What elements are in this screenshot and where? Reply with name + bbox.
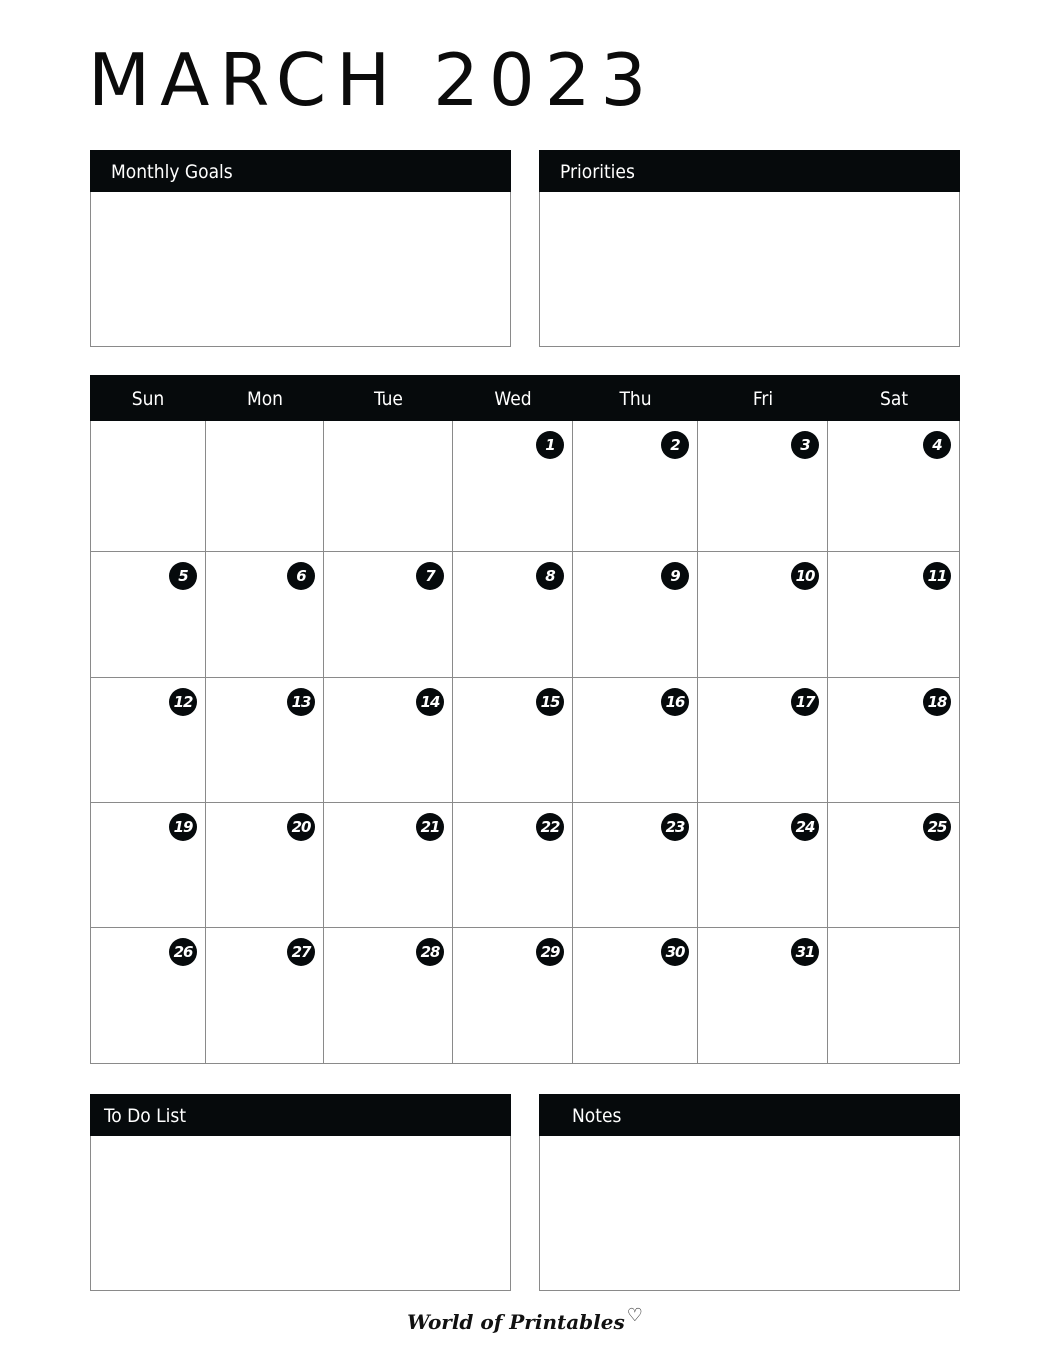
day-cell[interactable] xyxy=(828,421,960,552)
day-cell[interactable] xyxy=(573,421,698,552)
day-cell[interactable] xyxy=(90,803,206,928)
day-number-badge: 13 xyxy=(287,688,315,716)
day-number-badge: 12 xyxy=(169,688,197,716)
day-number-badge: 10 xyxy=(791,562,819,590)
day-number-badge: 25 xyxy=(923,813,951,841)
day-number-badge: 9 xyxy=(661,562,689,590)
day-cell[interactable] xyxy=(324,552,453,678)
empty-day-cell[interactable] xyxy=(324,421,453,552)
day-number-badge: 6 xyxy=(287,562,315,590)
day-cell[interactable] xyxy=(206,928,324,1064)
day-number-badge: 26 xyxy=(169,938,197,966)
weekday-label: Thu xyxy=(619,388,652,410)
weekday-label: Fri xyxy=(752,388,774,410)
day-number-badge: 3 xyxy=(791,431,819,459)
day-cell[interactable] xyxy=(573,678,698,803)
calendar-weekday-header xyxy=(90,375,960,421)
day-number-badge: 18 xyxy=(923,688,951,716)
day-cell[interactable] xyxy=(90,928,206,1064)
day-cell[interactable] xyxy=(90,552,206,678)
weekday-label: Wed xyxy=(494,388,532,410)
day-number-badge: 22 xyxy=(536,813,564,841)
day-cell[interactable] xyxy=(573,928,698,1064)
weekday-label: Sun xyxy=(131,388,165,410)
monthly-goals-heading: Monthly Goals xyxy=(90,150,511,192)
calendar-grid xyxy=(90,421,960,1064)
day-number-badge: 14 xyxy=(416,688,444,716)
day-cell[interactable] xyxy=(206,678,324,803)
brand-name: World of Printables xyxy=(407,1310,625,1334)
day-number-badge: 4 xyxy=(923,431,951,459)
weekday-label: Sat xyxy=(879,388,909,410)
notes-heading: Notes xyxy=(539,1094,960,1136)
day-cell[interactable] xyxy=(698,928,828,1064)
day-cell[interactable] xyxy=(573,803,698,928)
notes-box xyxy=(539,1094,960,1291)
day-cell[interactable] xyxy=(324,678,453,803)
day-number-badge: 19 xyxy=(169,813,197,841)
todo-list-box xyxy=(90,1094,511,1291)
day-number-badge: 23 xyxy=(661,813,689,841)
priorities-box xyxy=(539,150,960,347)
empty-day-cell[interactable] xyxy=(206,421,324,552)
day-cell[interactable] xyxy=(698,678,828,803)
day-number-badge: 1 xyxy=(536,431,564,459)
day-cell[interactable] xyxy=(206,803,324,928)
todo-list-heading: To Do List xyxy=(90,1094,511,1136)
brand-footer xyxy=(0,1305,1050,1334)
calendar xyxy=(90,375,960,1064)
day-number-badge: 24 xyxy=(791,813,819,841)
day-number-badge: 28 xyxy=(416,938,444,966)
day-cell[interactable] xyxy=(324,803,453,928)
day-cell[interactable] xyxy=(90,678,206,803)
day-cell[interactable] xyxy=(828,678,960,803)
day-cell[interactable] xyxy=(206,552,324,678)
day-cell[interactable] xyxy=(453,803,573,928)
day-cell[interactable] xyxy=(453,678,573,803)
day-number-badge: 30 xyxy=(661,938,689,966)
day-number-badge: 27 xyxy=(287,938,315,966)
day-number-badge: 17 xyxy=(791,688,819,716)
heart-icon: ♡ xyxy=(626,1305,643,1326)
empty-day-cell[interactable] xyxy=(828,928,960,1064)
day-cell[interactable] xyxy=(828,803,960,928)
day-number-badge: 31 xyxy=(791,938,819,966)
priorities-heading: Priorities xyxy=(539,150,960,192)
day-cell[interactable] xyxy=(453,421,573,552)
day-cell[interactable] xyxy=(828,552,960,678)
day-cell[interactable] xyxy=(453,552,573,678)
weekday-label: Tue xyxy=(374,388,403,410)
empty-day-cell[interactable] xyxy=(90,421,206,552)
day-number-badge: 29 xyxy=(536,938,564,966)
day-number-badge: 16 xyxy=(661,688,689,716)
priorities-area[interactable] xyxy=(540,192,959,345)
page-title: MARCH 2023 xyxy=(88,38,657,122)
monthly-goals-box xyxy=(90,150,511,347)
day-number-badge: 2 xyxy=(661,431,689,459)
notes-area[interactable] xyxy=(540,1136,959,1289)
day-cell[interactable] xyxy=(324,928,453,1064)
monthly-goals-area[interactable] xyxy=(91,192,510,345)
day-cell[interactable] xyxy=(573,552,698,678)
day-cell[interactable] xyxy=(453,928,573,1064)
day-number-badge: 20 xyxy=(287,813,315,841)
day-number-badge: 8 xyxy=(536,562,564,590)
day-cell[interactable] xyxy=(698,803,828,928)
todo-list-area[interactable] xyxy=(91,1136,510,1289)
day-number-badge: 21 xyxy=(416,813,444,841)
day-cell[interactable] xyxy=(698,421,828,552)
day-number-badge: 11 xyxy=(923,562,951,590)
weekday-label: Mon xyxy=(246,388,284,410)
day-number-badge: 15 xyxy=(536,688,564,716)
day-number-badge: 7 xyxy=(416,562,444,590)
day-cell[interactable] xyxy=(698,552,828,678)
day-number-badge: 5 xyxy=(169,562,197,590)
